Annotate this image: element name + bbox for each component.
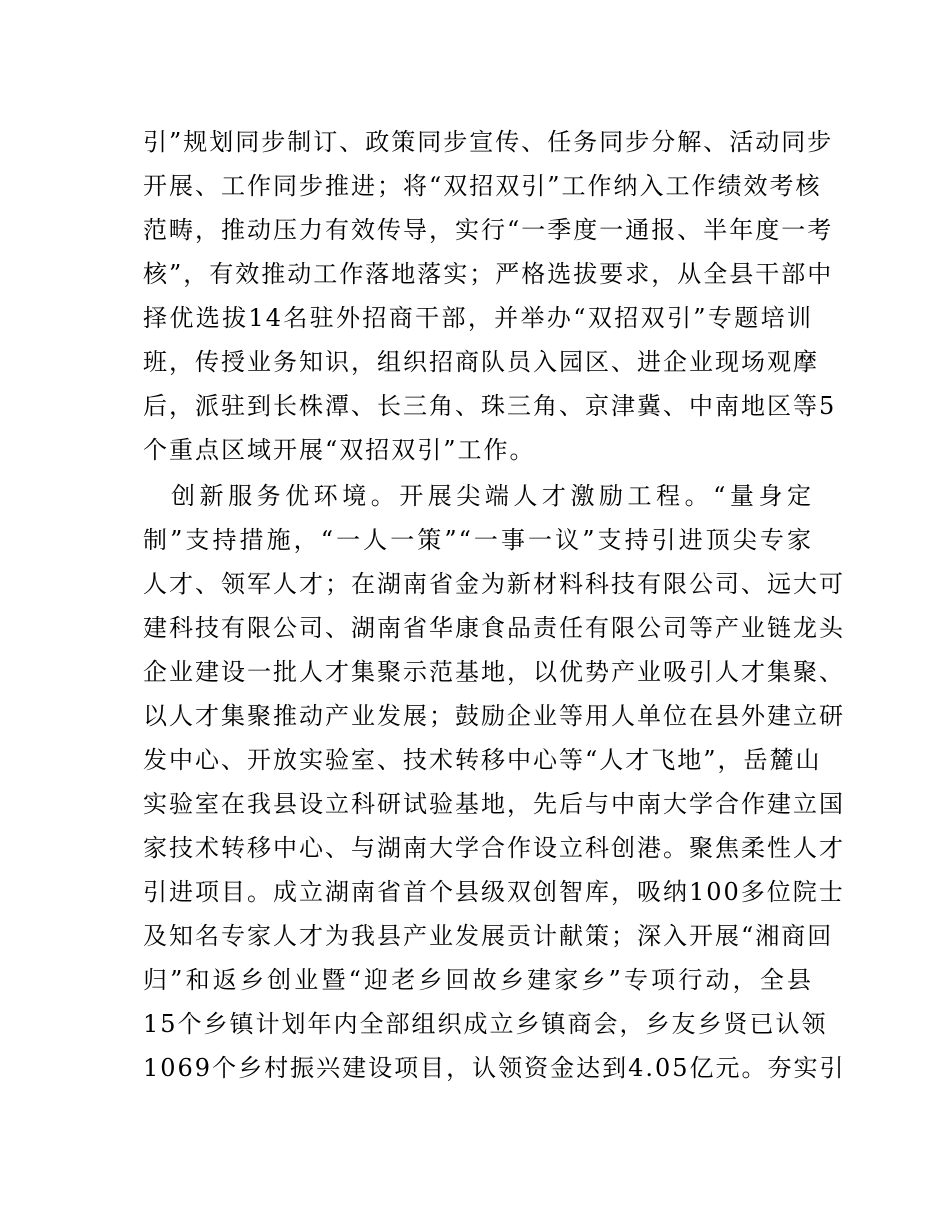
text-line: 1069个乡村振兴建设项目，认领资金达到4.05亿元。夯实引: [143, 1054, 846, 1082]
text-line: 开展、工作同步推进；将“双招双引”工作纳入工作绩效考核: [143, 172, 822, 200]
text-line: 核”，有效推动工作落地落实；严格选拔要求，从全县干部中: [143, 260, 834, 288]
text-line: 以人才集聚推动产业发展；鼓励企业等用人单位在县外建立研: [143, 702, 845, 730]
text-line: 归”和返乡创业暨“迎老乡回故乡建家乡”专项行动，全县: [143, 966, 813, 994]
text-line: 创新服务优环境。开展尖端人才激励工程。“量身定: [171, 482, 813, 510]
text-line: 择优选拔14名驻外招商干部，并举办“双招双引”专题培训: [143, 304, 813, 332]
text-line: 及知名专家人才为我县产业发展贡计献策；深入开展“湘商回: [143, 922, 834, 950]
text-line: 班，传授业务知识，组织招商队员入园区、进企业现场观摩: [143, 348, 819, 376]
text-line: 引进项目。成立湖南省首个县级双创智库，吸纳100多位院士: [143, 878, 845, 906]
text-line: 企业建设一批人才集聚示范基地，以优势产业吸引人才集聚、: [143, 658, 845, 686]
paragraph-2: [143, 474, 846, 1090]
text-line: 15个乡镇计划年内全部组织成立乡镇商会，乡友乡贤已认领: [143, 1010, 828, 1038]
paragraph-1: [143, 120, 837, 472]
text-line: 个重点区域开展“双招双引”工作。: [143, 436, 536, 464]
text-line: 家技术转移中心、与湖南大学合作设立科创港。聚焦柔性人才: [143, 834, 845, 862]
text-line: 发中心、开放实验室、技术转移中心等“人才飞地”，岳麓山: [143, 746, 822, 774]
text-line: 范畴，推动压力有效传导，实行“一季度一通报、半年度一考: [143, 216, 834, 244]
text-line: 引”规划同步制订、政策同步宣传、任务同步分解、活动同步: [143, 128, 834, 156]
text-line: 实验室在我县设立科研试验基地，先后与中南大学合作建立国: [143, 790, 845, 818]
text-line: 制”支持措施，“一人一策”“一事一议”支持引进顶尖专家: [143, 526, 813, 554]
text-line: 后，派驻到长株潭、长三角、珠三角、京津冀、中南地区等5: [143, 392, 837, 420]
text-line: 人才、领军人才；在湖南省金为新材料科技有限公司、远大可: [143, 570, 845, 598]
text-line: 建科技有限公司、湖南省华康食品责任有限公司等产业链龙头: [143, 614, 845, 642]
